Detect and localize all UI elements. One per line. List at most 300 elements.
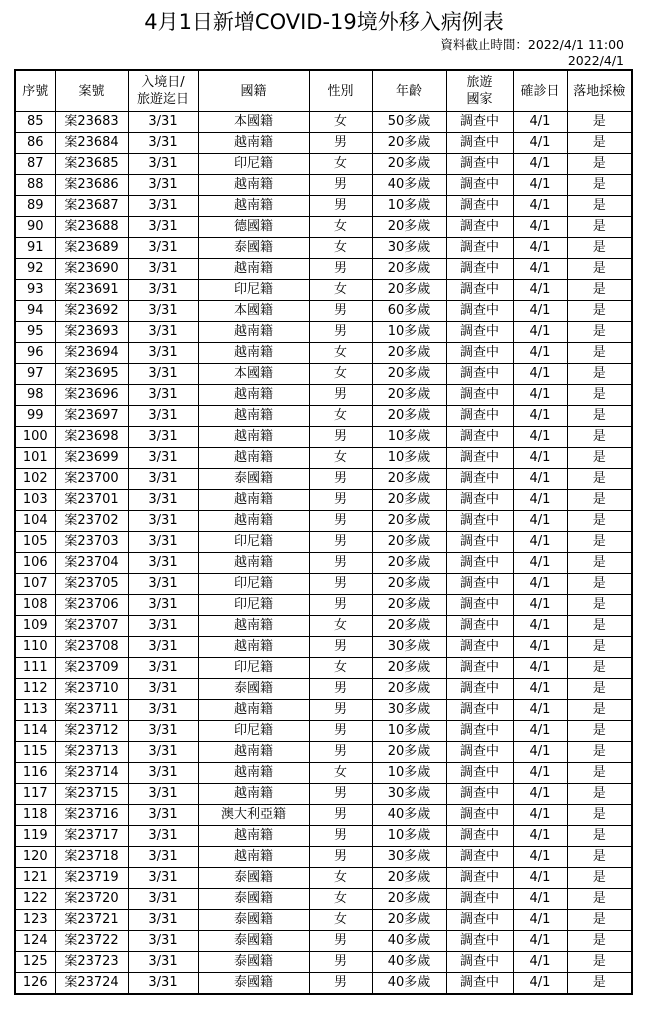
cell-case-id: 案23699 [55,448,128,469]
cell-entry-date: 3/31 [128,679,198,700]
cell-sex: 男 [309,679,372,700]
cell-case-id: 案23697 [55,406,128,427]
cell-nationality: 越南籍 [198,196,309,217]
cell-entry-date: 3/31 [128,889,198,910]
table-row [15,553,632,574]
cell-entry-date: 3/31 [128,322,198,343]
cell-airport-test: 是 [567,112,632,133]
cell-age: 30多歲 [372,637,446,658]
cell-nationality: 印尼籍 [198,280,309,301]
cell-serial: 123 [15,910,55,931]
cell-serial: 95 [15,322,55,343]
data-cutoff-time: 資料截止時間：2022/4/1 11:00 [440,37,624,52]
cell-travel-country: 調查中 [446,490,513,511]
cell-serial: 96 [15,343,55,364]
table-row [15,637,632,658]
cell-serial: 111 [15,658,55,679]
cell-serial: 86 [15,133,55,154]
cell-travel-country: 調查中 [446,973,513,995]
cell-nationality: 越南籍 [198,847,309,868]
cell-travel-country: 調查中 [446,154,513,175]
cell-sex: 男 [309,175,372,196]
cell-airport-test: 是 [567,133,632,154]
cell-nationality: 本國籍 [198,112,309,133]
cell-airport-test: 是 [567,490,632,511]
cell-age: 20多歲 [372,469,446,490]
cell-confirm-date: 4/1 [513,280,567,301]
cell-sex: 男 [309,847,372,868]
cell-age: 30多歲 [372,847,446,868]
cell-travel-country: 調查中 [446,721,513,742]
cell-sex: 女 [309,343,372,364]
cell-airport-test: 是 [567,616,632,637]
cell-sex: 男 [309,742,372,763]
cell-entry-date: 3/31 [128,469,198,490]
cell-airport-test: 是 [567,406,632,427]
cell-sex: 女 [309,868,372,889]
cell-travel-country: 調查中 [446,469,513,490]
table-row [15,448,632,469]
cell-airport-test: 是 [567,910,632,931]
column-header-airport-test: 落地採檢 [567,70,632,112]
cell-serial: 117 [15,784,55,805]
table-row [15,301,632,322]
cell-serial: 107 [15,574,55,595]
cell-nationality: 印尼籍 [198,595,309,616]
cell-case-id: 案23724 [55,973,128,995]
cell-serial: 113 [15,700,55,721]
cell-case-id: 案23716 [55,805,128,826]
table-row [15,616,632,637]
cell-case-id: 案23691 [55,280,128,301]
cell-travel-country: 調查中 [446,280,513,301]
cell-case-id: 案23715 [55,784,128,805]
cell-travel-country: 調查中 [446,301,513,322]
cell-entry-date: 3/31 [128,133,198,154]
cell-age: 20多歲 [372,616,446,637]
cell-confirm-date: 4/1 [513,196,567,217]
cell-sex: 男 [309,973,372,995]
table-row [15,973,632,995]
cell-travel-country: 調查中 [446,763,513,784]
column-header-serial: 序號 [15,70,55,112]
cell-travel-country: 調查中 [446,595,513,616]
cell-travel-country: 調查中 [446,868,513,889]
cell-confirm-date: 4/1 [513,805,567,826]
cell-confirm-date: 4/1 [513,301,567,322]
table-row [15,700,632,721]
table-row [15,322,632,343]
cell-entry-date: 3/31 [128,427,198,448]
cell-entry-date: 3/31 [128,574,198,595]
cell-entry-date: 3/31 [128,196,198,217]
cell-sex: 女 [309,217,372,238]
cell-serial: 110 [15,637,55,658]
cell-sex: 男 [309,805,372,826]
cell-entry-date: 3/31 [128,406,198,427]
cell-entry-date: 3/31 [128,931,198,952]
cell-nationality: 越南籍 [198,175,309,196]
cell-entry-date: 3/31 [128,868,198,889]
cell-serial: 122 [15,889,55,910]
cell-sex: 男 [309,931,372,952]
cell-travel-country: 調查中 [446,364,513,385]
cell-entry-date: 3/31 [128,784,198,805]
cell-sex: 男 [309,952,372,973]
table-row [15,343,632,364]
cell-serial: 120 [15,847,55,868]
cell-entry-date: 3/31 [128,343,198,364]
cell-sex: 女 [309,112,372,133]
cell-travel-country: 調查中 [446,616,513,637]
cell-travel-country: 調查中 [446,196,513,217]
cell-age: 20多歲 [372,889,446,910]
cell-serial: 124 [15,931,55,952]
cell-travel-country: 調查中 [446,637,513,658]
cell-age: 20多歲 [372,217,446,238]
cell-travel-country: 調查中 [446,259,513,280]
cell-age: 10多歲 [372,763,446,784]
cell-travel-country: 調查中 [446,217,513,238]
cell-serial: 108 [15,595,55,616]
cell-case-id: 案23689 [55,238,128,259]
cell-confirm-date: 4/1 [513,763,567,784]
cell-nationality: 越南籍 [198,259,309,280]
table-row [15,868,632,889]
cell-case-id: 案23692 [55,301,128,322]
cell-travel-country: 調查中 [446,112,513,133]
cell-airport-test: 是 [567,280,632,301]
cell-airport-test: 是 [567,532,632,553]
table-row [15,469,632,490]
cell-nationality: 越南籍 [198,406,309,427]
cell-travel-country: 調查中 [446,385,513,406]
cell-entry-date: 3/31 [128,952,198,973]
cell-case-id: 案23723 [55,952,128,973]
cell-serial: 92 [15,259,55,280]
cell-confirm-date: 4/1 [513,322,567,343]
cell-confirm-date: 4/1 [513,343,567,364]
table-row [15,511,632,532]
cell-age: 30多歲 [372,238,446,259]
cell-age: 10多歲 [372,448,446,469]
cell-nationality: 越南籍 [198,427,309,448]
cell-nationality: 越南籍 [198,637,309,658]
cell-age: 10多歲 [372,427,446,448]
cell-sex: 男 [309,553,372,574]
cell-nationality: 越南籍 [198,616,309,637]
cell-sex: 男 [309,574,372,595]
cell-entry-date: 3/31 [128,301,198,322]
table-row [15,889,632,910]
cell-airport-test: 是 [567,469,632,490]
cell-travel-country: 調查中 [446,322,513,343]
cell-entry-date: 3/31 [128,511,198,532]
table-row [15,490,632,511]
cell-airport-test: 是 [567,259,632,280]
cell-case-id: 案23685 [55,154,128,175]
cell-sex: 男 [309,196,372,217]
cell-age: 20多歲 [372,511,446,532]
table-row [15,742,632,763]
table-row [15,133,632,154]
cell-age: 20多歲 [372,490,446,511]
cell-serial: 101 [15,448,55,469]
cell-case-id: 案23690 [55,259,128,280]
cell-sex: 男 [309,427,372,448]
cell-travel-country: 調查中 [446,679,513,700]
cell-travel-country: 調查中 [446,931,513,952]
cell-age: 20多歲 [372,742,446,763]
cell-nationality: 印尼籍 [198,154,309,175]
cell-travel-country: 調查中 [446,133,513,154]
cell-entry-date: 3/31 [128,238,198,259]
table-header-row [15,70,632,112]
cell-confirm-date: 4/1 [513,259,567,280]
cell-sex: 男 [309,322,372,343]
cell-airport-test: 是 [567,448,632,469]
cell-age: 20多歲 [372,553,446,574]
cell-sex: 女 [309,154,372,175]
cell-nationality: 泰國籍 [198,973,309,995]
cell-airport-test: 是 [567,952,632,973]
cell-entry-date: 3/31 [128,364,198,385]
cell-case-id: 案23717 [55,826,128,847]
cell-age: 40多歲 [372,931,446,952]
cell-age: 20多歲 [372,658,446,679]
cell-airport-test: 是 [567,637,632,658]
cell-nationality: 泰國籍 [198,931,309,952]
cell-nationality: 泰國籍 [198,679,309,700]
cell-case-id: 案23707 [55,616,128,637]
cell-airport-test: 是 [567,553,632,574]
cell-travel-country: 調查中 [446,784,513,805]
cell-serial: 103 [15,490,55,511]
cell-airport-test: 是 [567,658,632,679]
cell-travel-country: 調查中 [446,427,513,448]
cell-confirm-date: 4/1 [513,637,567,658]
cell-nationality: 泰國籍 [198,910,309,931]
cell-case-id: 案23705 [55,574,128,595]
cell-age: 40多歲 [372,973,446,995]
cell-case-id: 案23711 [55,700,128,721]
cell-serial: 99 [15,406,55,427]
cell-confirm-date: 4/1 [513,952,567,973]
cell-entry-date: 3/31 [128,742,198,763]
cell-sex: 男 [309,259,372,280]
document-title: 4月1日新增COVID-19境外移入病例表 [144,10,504,34]
cell-travel-country: 調查中 [446,805,513,826]
cell-case-id: 案23700 [55,469,128,490]
cell-travel-country: 調查中 [446,238,513,259]
cell-sex: 女 [309,448,372,469]
cell-case-id: 案23720 [55,889,128,910]
cell-sex: 男 [309,784,372,805]
cell-case-id: 案23712 [55,721,128,742]
cell-airport-test: 是 [567,574,632,595]
table-row [15,658,632,679]
cell-sex: 女 [309,280,372,301]
cell-entry-date: 3/31 [128,532,198,553]
cell-nationality: 越南籍 [198,322,309,343]
cell-travel-country: 調查中 [446,532,513,553]
cell-serial: 100 [15,427,55,448]
cell-case-id: 案23710 [55,679,128,700]
cell-sex: 女 [309,658,372,679]
cell-entry-date: 3/31 [128,112,198,133]
cell-age: 20多歲 [372,679,446,700]
cell-nationality: 泰國籍 [198,238,309,259]
cell-confirm-date: 4/1 [513,154,567,175]
cell-age: 10多歲 [372,721,446,742]
cell-sex: 女 [309,406,372,427]
cell-airport-test: 是 [567,238,632,259]
cell-entry-date: 3/31 [128,658,198,679]
cell-entry-date: 3/31 [128,973,198,995]
cell-case-id: 案23708 [55,637,128,658]
report-date: 2022/4/1 [567,53,624,68]
cell-age: 20多歲 [372,595,446,616]
column-header-sex: 性別 [309,70,372,112]
cell-nationality: 越南籍 [198,448,309,469]
cell-entry-date: 3/31 [128,616,198,637]
table-row [15,826,632,847]
cell-confirm-date: 4/1 [513,385,567,406]
cell-case-id: 案23706 [55,595,128,616]
table-row [15,679,632,700]
cell-serial: 112 [15,679,55,700]
cell-confirm-date: 4/1 [513,133,567,154]
cell-confirm-date: 4/1 [513,217,567,238]
cell-entry-date: 3/31 [128,175,198,196]
cell-confirm-date: 4/1 [513,511,567,532]
cell-nationality: 越南籍 [198,385,309,406]
cell-case-id: 案23709 [55,658,128,679]
cell-sex: 男 [309,385,372,406]
table-row [15,364,632,385]
cell-serial: 116 [15,763,55,784]
cell-serial: 93 [15,280,55,301]
cell-nationality: 德國籍 [198,217,309,238]
cell-confirm-date: 4/1 [513,931,567,952]
cell-nationality: 本國籍 [198,364,309,385]
cell-age: 20多歲 [372,133,446,154]
cell-case-id: 案23704 [55,553,128,574]
cell-confirm-date: 4/1 [513,784,567,805]
cell-age: 30多歲 [372,784,446,805]
column-header-case-id: 案號 [55,70,128,112]
cell-age: 50多歲 [372,112,446,133]
table-row [15,847,632,868]
cell-serial: 87 [15,154,55,175]
cell-case-id: 案23694 [55,343,128,364]
cell-confirm-date: 4/1 [513,469,567,490]
cell-entry-date: 3/31 [128,259,198,280]
cell-travel-country: 調查中 [446,553,513,574]
cell-airport-test: 是 [567,805,632,826]
cell-serial: 109 [15,616,55,637]
cell-travel-country: 調查中 [446,847,513,868]
cell-nationality: 越南籍 [198,742,309,763]
column-header-confirm-date: 確診日 [513,70,567,112]
cell-nationality: 越南籍 [198,826,309,847]
table-row [15,532,632,553]
cell-serial: 102 [15,469,55,490]
cell-airport-test: 是 [567,175,632,196]
cell-confirm-date: 4/1 [513,175,567,196]
cell-serial: 85 [15,112,55,133]
cell-confirm-date: 4/1 [513,910,567,931]
cell-entry-date: 3/31 [128,595,198,616]
cell-serial: 118 [15,805,55,826]
column-header-travel-country: 旅遊 國家 [446,70,513,112]
cell-airport-test: 是 [567,196,632,217]
cell-travel-country: 調查中 [446,511,513,532]
cell-serial: 105 [15,532,55,553]
cell-airport-test: 是 [567,385,632,406]
table-row [15,910,632,931]
table-row [15,931,632,952]
cell-serial: 115 [15,742,55,763]
cell-nationality: 印尼籍 [198,658,309,679]
cell-serial: 125 [15,952,55,973]
cell-travel-country: 調查中 [446,910,513,931]
cell-entry-date: 3/31 [128,700,198,721]
cell-sex: 男 [309,826,372,847]
cell-case-id: 案23714 [55,763,128,784]
cell-case-id: 案23719 [55,868,128,889]
table-row [15,427,632,448]
column-header-entry-date: 入境日/ 旅遊迄日 [128,70,198,112]
cell-case-id: 案23684 [55,133,128,154]
cell-nationality: 越南籍 [198,133,309,154]
column-header-nationality: 國籍 [198,70,309,112]
cell-airport-test: 是 [567,427,632,448]
cell-entry-date: 3/31 [128,826,198,847]
table-row [15,238,632,259]
cell-airport-test: 是 [567,595,632,616]
cell-nationality: 印尼籍 [198,574,309,595]
cell-travel-country: 調查中 [446,742,513,763]
cell-sex: 男 [309,469,372,490]
cell-airport-test: 是 [567,826,632,847]
cell-travel-country: 調查中 [446,574,513,595]
cell-airport-test: 是 [567,511,632,532]
table-row [15,406,632,427]
cell-airport-test: 是 [567,364,632,385]
cell-airport-test: 是 [567,721,632,742]
cell-case-id: 案23703 [55,532,128,553]
cell-travel-country: 調查中 [446,175,513,196]
cell-case-id: 案23696 [55,385,128,406]
cell-nationality: 越南籍 [198,343,309,364]
cell-confirm-date: 4/1 [513,616,567,637]
cell-airport-test: 是 [567,763,632,784]
cell-age: 20多歲 [372,406,446,427]
cell-sex: 男 [309,301,372,322]
cell-sex: 女 [309,616,372,637]
cell-age: 10多歲 [372,196,446,217]
cell-entry-date: 3/31 [128,721,198,742]
cell-airport-test: 是 [567,322,632,343]
cell-confirm-date: 4/1 [513,574,567,595]
cell-airport-test: 是 [567,679,632,700]
cell-airport-test: 是 [567,868,632,889]
cell-confirm-date: 4/1 [513,847,567,868]
cell-serial: 89 [15,196,55,217]
cell-age: 10多歲 [372,826,446,847]
table-row [15,154,632,175]
